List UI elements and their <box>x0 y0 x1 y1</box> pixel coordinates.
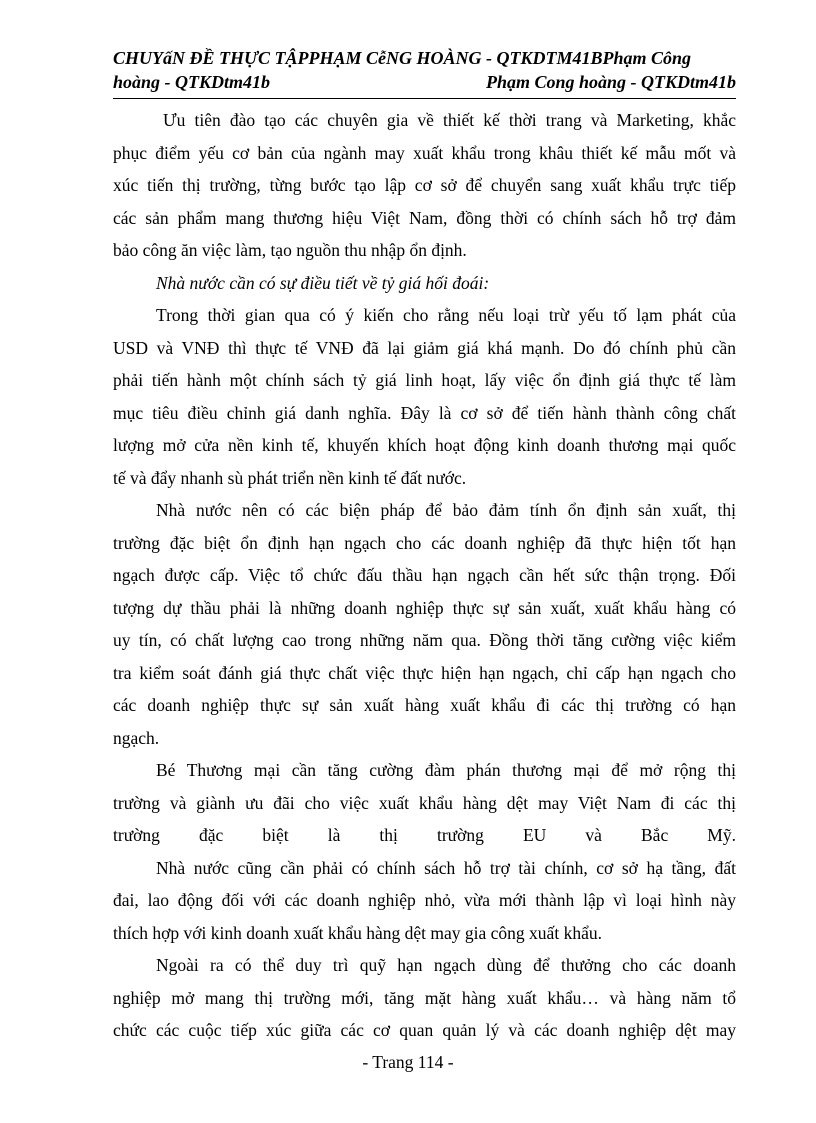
body-line: thích hợp với kinh doanh xuất khẩu hàng dệt may gia công xuất khẩu. <box>113 922 602 943</box>
body-line: Trong thời gian qua có ý kiến cho rằng nếu loại trừ yếu tố lạm phát của <box>156 305 736 325</box>
body-line: Bé Thương mại cần tăng cường đàm phán thương mại để mở rộng thị <box>156 760 736 780</box>
body-line: các sản phẩm mang thương hiệu Việt Nam, đồng thời có chính sách hỗ trợ đảm <box>113 207 736 228</box>
body-line: trường đặc biệt ổn định hạn ngạch cho các doanh nghiệp đã thực hiện tốt hạn <box>113 532 736 553</box>
header-author-right: Phạm Cong hoàng - QTKDtm41b <box>485 72 736 92</box>
body-line: phải tiến hành một chính sách tỷ giá linh hoạt, lấy việc ổn định giá thực tế làm <box>113 370 736 390</box>
body-line: tra kiểm soát đánh giá thực chất việc thực hiện hạn ngạch, chỉ cấp hạn ngạch cho <box>113 662 736 683</box>
header-line-2 <box>113 70 736 94</box>
body-line: nghiệp mở mang thị trường mới, tăng mặt hàng xuất khẩu… và hàng năm tổ <box>113 987 736 1008</box>
body-line: uy tín, có chất lượng cao trong những năm qua. Đồng thời tăng cường việc kiểm <box>113 630 736 650</box>
body-line: USD và VNĐ thì thực tế VNĐ đã lại giảm giá khá mạnh. Do đó chính phủ cần <box>113 337 736 358</box>
page-number: - Trang 114 - <box>362 1052 454 1072</box>
body-line: Nhà nước nên có các biện pháp để bảo đảm tính ổn định sản xuất, thị <box>156 500 736 520</box>
header-line-1 <box>113 46 736 70</box>
body-line: ngạch được cấp. Việc tổ chức đấu thầu hạn ngạch cần hết sức thận trọng. Đối <box>113 565 736 585</box>
body-line: phục điểm yếu cơ bản của ngành may xuất khẩu trong khâu thiết kế mẫu mốt và <box>113 142 736 163</box>
body-line: đai, lao động đối với các doanh nghiệp nhỏ, vừa mới thành lập vì loại hình này <box>113 890 736 910</box>
header-author-left: hoàng - QTKDtm41b <box>113 72 271 92</box>
body-line: tế và đẩy nhanh sù phát triển nền kinh tế đất nước. <box>113 467 467 488</box>
body-line: ngạch. <box>113 727 160 748</box>
body-line: Nhà nước cũng cần phải có chính sách hỗ trợ tài chính, cơ sở hạ tầng, đất <box>156 857 736 878</box>
body-line: bảo công ăn việc làm, tạo nguồn thu nhập ổn định. <box>113 240 467 260</box>
header-divider <box>113 98 736 99</box>
page-header <box>113 46 736 94</box>
body-line: trường và giành ưu đãi cho việc xuất khẩu hàng dệt may Việt Nam đi các thị <box>113 792 736 813</box>
body-line: trường đặc biệt là thị trường EU và Bắc Mỹ. <box>113 825 736 845</box>
body-line: xúc tiến thị trường, từng bước tạo lập cơ sở để chuyển sang xuất khẩu trực tiếp <box>113 175 736 195</box>
body-line: Ngoài ra có thể duy trì quỹ hạn ngạch dùng để thưởng cho các doanh <box>156 955 736 975</box>
body-line: mục tiêu điều chỉnh giá danh nghĩa. Đây là cơ sở để tiến hành thành công chất <box>113 402 736 423</box>
body-line: các doanh nghiệp thực sự sản xuất hàng xuất khẩu đi các thị trường có hạn <box>113 695 736 715</box>
body-line: chức các cuộc tiếp xúc giữa các cơ quan quản lý và các doanh nghiệp dệt may <box>113 1020 736 1040</box>
body-line: Ưu tiên đào tạo các chuyên gia về thiết kế thời trang và Marketing, khắc <box>163 110 736 130</box>
body-line: Nhà nước cần có sự điều tiết về tỷ giá hối đoái: <box>156 272 490 293</box>
header-title: CHUYấN ĐỀ THỰC TẬPPHẠM CễNG HOÀNG - QTKDTM41BPhạm Công <box>113 48 691 68</box>
body-line: lượng mở cửa nền kinh tế, khuyến khích hoạt động kinh doanh thương mại quốc <box>113 435 736 455</box>
document-body <box>113 104 736 1047</box>
body-line: tượng dự thầu phải là những doanh nghiệp thực sự sản xuất, xuất khẩu hàng có <box>113 597 736 618</box>
